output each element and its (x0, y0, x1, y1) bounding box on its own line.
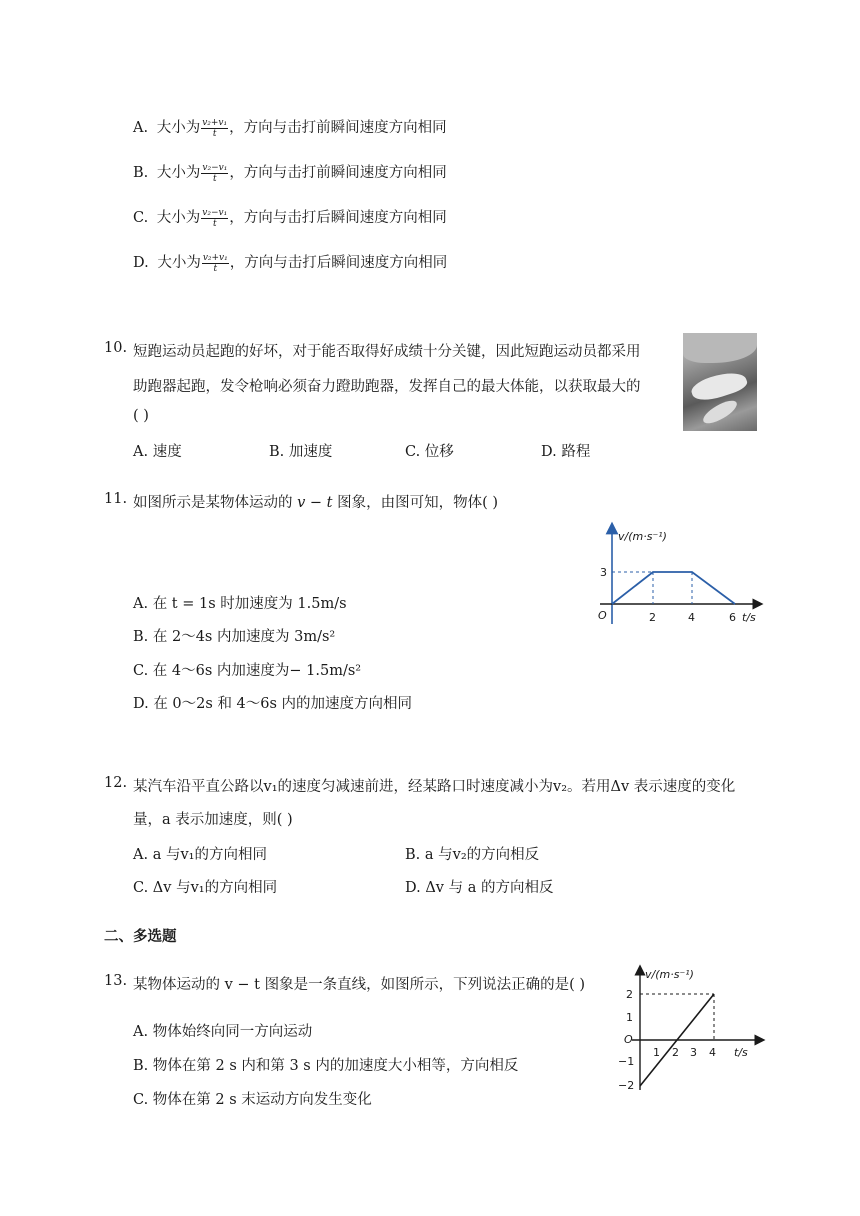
q11-number: 11. (104, 491, 128, 507)
q10-option-a (133, 440, 182, 461)
option-pre: 大小为 (157, 255, 201, 271)
fraction-numerator: v₂−v₁ (202, 207, 228, 218)
option-text: 物体在第 2 s 末运动方向发生变化 (152, 1092, 372, 1108)
fraction (201, 118, 228, 139)
y-axis-label: v/(m·s⁻¹) (618, 530, 667, 543)
stem-text: 图象，由图可知，物体( ) (337, 495, 499, 511)
stem-text: 如图所示是某物体运动的 (133, 495, 293, 511)
q11-option-c (133, 659, 361, 680)
option-post: ，方向与击打后瞬间速度方向相同 (229, 255, 448, 271)
option-pre: 大小为 (156, 120, 201, 136)
q12-stem-line2: 量，a 表示加速度，则( ) (133, 812, 293, 828)
q12-number: 12. (104, 775, 128, 791)
option-text: 物体始终向同一方向运动 (152, 1024, 313, 1040)
tick-x2: 2 (649, 611, 656, 624)
option-text: 速度 (152, 444, 182, 460)
option-label: A. (133, 1024, 149, 1040)
option-label: B. (405, 847, 421, 863)
tick-x2: 2 (672, 1046, 679, 1059)
q9-option-a (133, 116, 447, 139)
option-text: Δv 与v₁的方向相同 (152, 880, 278, 896)
option-text: 物体在第 2 s 内和第 3 s 内的加速度大小相等，方向相反 (152, 1058, 519, 1074)
option-label: C. (405, 444, 421, 460)
option-text: Δv 与 a 的方向相反 (425, 880, 554, 896)
fraction (201, 163, 228, 184)
tick-yn2: −2 (618, 1079, 635, 1092)
q11-option-a (133, 592, 347, 613)
stem-math: v − t (297, 495, 333, 511)
option-text: 加速度 (288, 444, 333, 460)
q11-option-d (133, 692, 412, 713)
tick-x3: 3 (690, 1046, 697, 1059)
q12-stem-line1: 某汽车沿平直公路以v₁的速度匀减速前进，经某路口时速度减小为v₂。若用Δv 表示速度的变化 (133, 779, 736, 795)
q10-option-c (405, 440, 454, 461)
origin-label: O (624, 1033, 633, 1046)
fraction (201, 208, 228, 229)
option-pre: 大小为 (156, 165, 201, 181)
photo-leg (683, 333, 757, 363)
option-post: ，方向与击打后瞬间速度方向相同 (229, 210, 447, 226)
option-label: A. (133, 444, 149, 460)
q13-option-b (133, 1054, 518, 1075)
q13-stem: 某物体运动的 v − t 图象是一条直线，如图所示，下列说法正确的是( ) (133, 977, 586, 993)
option-text: a 与v₂的方向相反 (424, 847, 540, 863)
fraction-denominator: t (213, 173, 217, 184)
option-text: 在 t = 1s 时加速度为 1.5m/s (152, 596, 347, 612)
q12-option-d (405, 876, 553, 897)
y-axis-label: v/(m·s⁻¹) (645, 968, 694, 981)
fraction-denominator: t (212, 218, 217, 229)
q13-number: 13. (104, 973, 128, 989)
q9-option-d (133, 251, 447, 274)
sprinter-photo (683, 333, 757, 431)
q12-option-a (133, 843, 267, 864)
photo-shoe (689, 367, 749, 405)
option-text: 路程 (561, 444, 591, 460)
option-label: B. (269, 444, 285, 460)
option-label: D. (541, 444, 557, 460)
x-axis-label: t/s (734, 1046, 748, 1059)
tick-y2: 2 (626, 988, 633, 1001)
tick-y1: 1 (626, 1011, 633, 1024)
option-label: D. (133, 255, 149, 271)
q12-option-b (405, 843, 539, 864)
option-label: A. (133, 596, 149, 612)
option-label: A. (133, 120, 149, 136)
option-post: ，方向与击打前瞬间速度方向相同 (229, 165, 447, 181)
x-axis-label: t/s (742, 611, 756, 624)
fraction-denominator: t (212, 128, 217, 139)
fraction-numerator: v₂+v₁ (202, 117, 228, 128)
q11-stem (133, 491, 498, 512)
option-pre: 大小为 (156, 210, 201, 226)
option-label: C. (133, 210, 149, 226)
q10-option-b (269, 440, 332, 461)
fraction-denominator: t (213, 263, 218, 274)
q13-vt-graph (612, 964, 772, 1094)
option-text: 位移 (424, 444, 454, 460)
tick-y3: 3 (600, 566, 607, 579)
option-label: A. (133, 847, 149, 863)
option-label: C. (133, 663, 149, 679)
option-label: B. (133, 629, 149, 645)
q10-number: 10. (104, 340, 128, 356)
fraction-numerator: v₂−v₁ (202, 162, 228, 173)
option-label: B. (133, 1058, 149, 1074)
tick-x4: 4 (709, 1046, 716, 1059)
tick-x6: 6 (729, 611, 736, 624)
option-post: ，方向与击打前瞬间速度方向相同 (229, 120, 447, 136)
option-label: D. (133, 696, 149, 712)
tick-x4: 4 (688, 611, 695, 624)
q10-stem-line1: 短跑运动员起跑的好坏，对于能否取得好成绩十分关键，因此短跑运动员都采用 (133, 344, 641, 360)
photo-block (700, 396, 740, 427)
q11-vt-graph (586, 520, 766, 632)
q13-option-c (133, 1088, 372, 1109)
q13-option-a (133, 1020, 312, 1041)
q10-stem-line3: ( ) (133, 408, 149, 424)
fraction (202, 253, 229, 274)
q9-option-b (133, 161, 447, 184)
q12-option-c (133, 876, 277, 897)
option-label: C. (133, 880, 149, 896)
section-title: 二、多选题 (104, 929, 177, 945)
q11-option-b (133, 625, 335, 646)
option-label: D. (405, 880, 421, 896)
tick-yn1: −1 (618, 1055, 635, 1068)
option-text: 在 4～6s 内加速度为− 1.5m/s² (152, 663, 362, 679)
option-text: a 与v₁的方向相同 (152, 847, 267, 863)
option-text: 在 0～2s 和 4～6s 内的加速度方向相同 (153, 696, 413, 712)
q9-option-c (133, 206, 447, 229)
origin-label: O (598, 609, 607, 622)
fraction-numerator: v₂+v₁ (202, 252, 228, 263)
option-text: 在 2～4s 内加速度为 3m/s² (152, 629, 336, 645)
q10-stem-line2: 助跑器起跑，发令枪响必须奋力蹬助跑器，发挥自己的最大体能，以获取最大的 (133, 379, 641, 395)
tick-x1: 1 (653, 1046, 660, 1059)
option-label: B. (133, 165, 149, 181)
velocity-line (612, 572, 735, 604)
option-label: C. (133, 1092, 149, 1108)
q10-option-d (541, 440, 590, 461)
